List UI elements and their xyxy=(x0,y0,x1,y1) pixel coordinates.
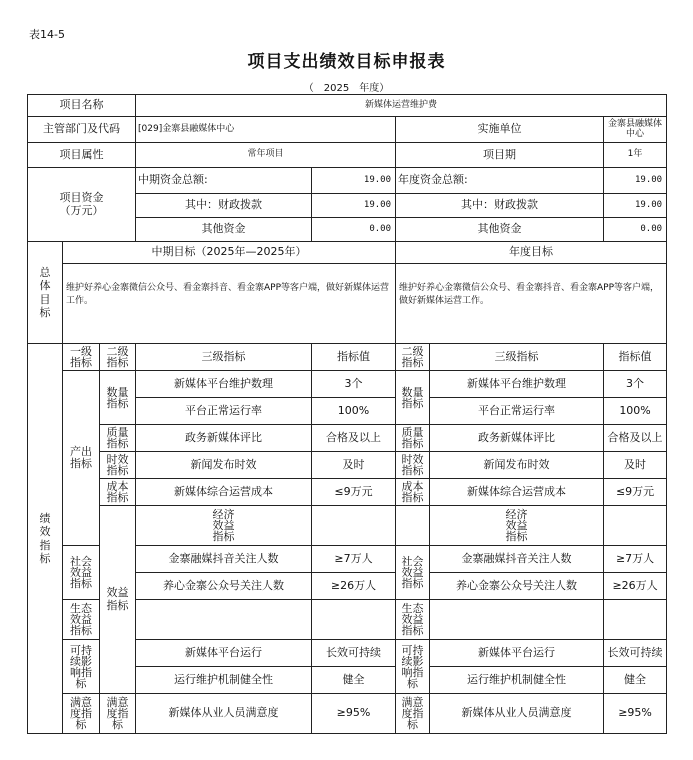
mid-l2-cell: 社会 效益 指标 xyxy=(63,546,100,600)
mid-l2-cell: 经济 效益 指标 xyxy=(136,506,312,546)
mid-other-value: 0.00 xyxy=(312,218,396,242)
year-other-label: 其他资金 xyxy=(396,218,604,242)
yr-val-header: 指标值 xyxy=(604,344,667,371)
dept-value: [029]金寨县融媒体中心 xyxy=(136,117,396,143)
year-fin-value: 19.00 xyxy=(604,194,667,218)
yr-l2-cell: 质量 指标 xyxy=(396,425,430,452)
mid-l3-cell: 金寨融媒抖音关注人数 xyxy=(136,546,312,573)
yr-val-cell: ≥26万人 xyxy=(604,573,667,600)
mid-val-cell: 合格及以上 xyxy=(312,425,396,452)
perf-label: 绩 效 指 标 xyxy=(28,344,63,734)
project-name-value: 新媒体运营维护费 xyxy=(136,95,667,117)
mid-l2-cell: 数量 指标 xyxy=(100,371,136,425)
year-goal-header: 年度目标 xyxy=(396,242,667,264)
mid-goal-header: 中期目标（2025年—2025年） xyxy=(63,242,396,264)
year-total-label: 年度资金总额: xyxy=(396,168,604,194)
form-number: 表14-5 xyxy=(29,28,65,41)
mid-val-cell: ≥26万人 xyxy=(312,573,396,600)
yr-l2-cell: 可持 续影 响指 标 xyxy=(396,640,430,694)
yr-val-cell: 3个 xyxy=(604,371,667,398)
mid-l2-cell: 满意 度指 标 xyxy=(100,694,136,734)
yr-val-cell: 100% xyxy=(604,398,667,425)
mid-l3-cell: 新闻发布时效 xyxy=(136,452,312,479)
output-l1: 产出 指标 xyxy=(63,371,100,546)
yr-val-cell: ≥7万人 xyxy=(604,546,667,573)
mid-l3-cell xyxy=(312,506,396,546)
mid-l3-cell: 新媒体平台运行 xyxy=(136,640,312,667)
goals-label: 总 体 目 标 xyxy=(28,242,63,344)
impl-unit-value: 金寨县融媒体中心 xyxy=(604,117,667,143)
mid-l2-cell: 成本 指标 xyxy=(100,479,136,506)
yr-l3-cell: 新媒体平台运行 xyxy=(430,640,604,667)
dept-label: 主管部门及代码 xyxy=(28,117,136,143)
attr-label: 项目属性 xyxy=(28,143,136,168)
yr-l3-cell xyxy=(430,600,604,640)
yr-val-cell: ≤9万元 xyxy=(604,479,667,506)
funds-label: 项目资金 （万元） xyxy=(28,168,136,242)
yr-l2-header: 二级 指标 xyxy=(396,344,430,371)
mid-l3-cell: 政务新媒体评比 xyxy=(136,425,312,452)
year-fin-label: 其中：财政拨款 xyxy=(396,194,604,218)
mid-l2-cell: 质量 指标 xyxy=(100,425,136,452)
yr-l2-cell: 生态 效益 指标 xyxy=(396,600,430,640)
mid-l3-cell: 新媒体综合运营成本 xyxy=(136,479,312,506)
yr-val-cell: 长效可持续 xyxy=(604,640,667,667)
mid-total-label: 中期资金总额: xyxy=(136,168,312,194)
project-name-label: 项目名称 xyxy=(28,95,136,117)
yr-val-cell xyxy=(604,600,667,640)
yr-l2-cell: 数量 指标 xyxy=(396,371,430,425)
mid-val-cell xyxy=(312,600,396,640)
performance-form-table xyxy=(27,94,667,734)
mid-val-cell: 100% xyxy=(312,398,396,425)
mid-l2-cell: 时效 指标 xyxy=(100,452,136,479)
yr-val-cell: 合格及以上 xyxy=(604,425,667,452)
mid-l2-cell: 可持 续影 响指 标 xyxy=(63,640,100,694)
mid-val-cell xyxy=(396,506,430,546)
period-label: 项目期 xyxy=(396,143,604,168)
mid-l3-cell: 新媒体平台维护数理 xyxy=(136,371,312,398)
mid-total-value: 19.00 xyxy=(312,168,396,194)
form-year: （ 2025 年度） xyxy=(303,83,390,94)
attr-value: 常年项目 xyxy=(136,143,396,168)
mid-fin-label: 其中：财政拨款 xyxy=(136,194,312,218)
mid-val-cell: ≤9万元 xyxy=(312,479,396,506)
mid-val-cell: 健全 xyxy=(312,667,396,694)
yr-l3-cell: 新媒体从业人员满意度 xyxy=(430,694,604,734)
mid-l2-header: 二级 指标 xyxy=(100,344,136,371)
yr-l2-cell: 经济 效益 指标 xyxy=(430,506,604,546)
mid-val-cell: ≥95% xyxy=(312,694,396,734)
satis-l1: 满意 度指 标 xyxy=(63,694,100,734)
mid-l3-cell xyxy=(136,600,312,640)
mid-val-cell: 3个 xyxy=(312,371,396,398)
yr-val-cell: 及时 xyxy=(604,452,667,479)
yr-l3-cell xyxy=(604,506,667,546)
benefit-l1: 效益 指标 xyxy=(100,506,136,694)
yr-val-cell: ≥95% xyxy=(604,694,667,734)
impl-unit-label: 实施单位 xyxy=(396,117,604,143)
mid-fin-value: 19.00 xyxy=(312,194,396,218)
mid-l3-cell: 平台正常运行率 xyxy=(136,398,312,425)
mid-l3-cell: 新媒体从业人员满意度 xyxy=(136,694,312,734)
yr-val-cell: 健全 xyxy=(604,667,667,694)
mid-val-cell: ≥7万人 xyxy=(312,546,396,573)
mid-l3-header: 三级指标 xyxy=(136,344,312,371)
form-title: 项目支出绩效目标申报表 xyxy=(247,52,446,72)
mid-l3-cell: 运行维护机制健全性 xyxy=(136,667,312,694)
yr-l3-cell: 运行维护机制健全性 xyxy=(430,667,604,694)
yr-l3-cell: 平台正常运行率 xyxy=(430,398,604,425)
yr-l2-cell: 社会 效益 指标 xyxy=(396,546,430,600)
mid-val-header: 指标值 xyxy=(312,344,396,371)
yr-l3-cell: 新媒体综合运营成本 xyxy=(430,479,604,506)
year-other-value: 0.00 xyxy=(604,218,667,242)
mid-val-cell: 长效可持续 xyxy=(312,640,396,667)
year-goal-text: 维护好养心金寨微信公众号、看金寨抖音、看金寨APP等客户端，做好新媒体运营工作。 xyxy=(396,264,667,344)
yr-l3-cell: 金寨融媒抖音关注人数 xyxy=(430,546,604,573)
yr-l3-cell: 政务新媒体评比 xyxy=(430,425,604,452)
yr-l2-cell: 时效 指标 xyxy=(396,452,430,479)
mid-other-label: 其他资金 xyxy=(136,218,312,242)
yr-l3-cell: 养心金寨公众号关注人数 xyxy=(430,573,604,600)
mid-goal-text: 维护好养心金寨微信公众号、看金寨抖音、看金寨APP等客户端，做好新媒体运营工作。 xyxy=(63,264,396,344)
yr-l2-cell: 满意 度指 标 xyxy=(396,694,430,734)
period-value: 1年 xyxy=(604,143,667,168)
yr-l3-cell: 新媒体平台维护数理 xyxy=(430,371,604,398)
mid-l3-cell: 养心金寨公众号关注人数 xyxy=(136,573,312,600)
yr-l3-cell: 新闻发布时效 xyxy=(430,452,604,479)
mid-l2-cell: 生态 效益 指标 xyxy=(63,600,100,640)
year-total-value: 19.00 xyxy=(604,168,667,194)
mid-val-cell: 及时 xyxy=(312,452,396,479)
yr-l3-header: 三级指标 xyxy=(430,344,604,371)
mid-l1-header: 一级 指标 xyxy=(63,344,100,371)
yr-l2-cell: 成本 指标 xyxy=(396,479,430,506)
